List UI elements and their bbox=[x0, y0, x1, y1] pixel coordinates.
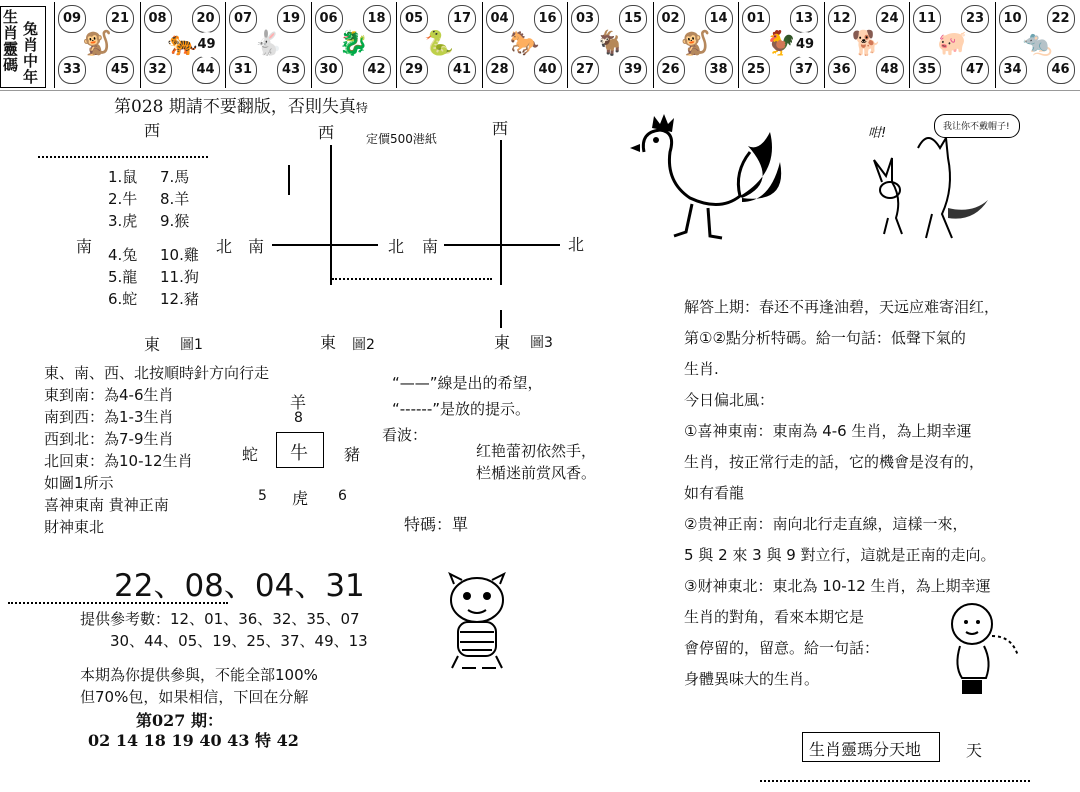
rat-icon: 🐀 bbox=[1022, 29, 1053, 57]
zodiac-number: 19 bbox=[277, 5, 305, 33]
title-char: 肖 bbox=[1, 25, 19, 40]
fig3-north: 北 bbox=[568, 235, 585, 254]
speech-text: 我让你不戴帽子! bbox=[943, 122, 1010, 132]
footer-tail: 天 bbox=[966, 741, 983, 760]
zodiac-number: 12 bbox=[828, 5, 856, 33]
rule-line: 東、南、西、北按順時針方向行走 bbox=[44, 364, 270, 382]
tiger-cartoon-icon bbox=[432, 572, 522, 670]
zodiac-list-item: 6.蛇 bbox=[108, 290, 138, 308]
zodiac-number: 34 bbox=[999, 56, 1027, 84]
zodiac-number: 24 bbox=[876, 5, 904, 33]
zodiac-number: 26 bbox=[657, 56, 685, 84]
zodiac-number: 28 bbox=[486, 56, 514, 84]
fig1-east: 東 bbox=[144, 335, 161, 354]
zodiac-number: 33 bbox=[58, 56, 86, 84]
poem-line2: 栏楯迷前赏风香。 bbox=[476, 464, 597, 482]
zodiac-number: 38 bbox=[705, 56, 733, 84]
answer-line: 解答上期：春还不再逢油碧，天远应难寄泪红， bbox=[684, 298, 1000, 316]
prev-result: 02 14 18 19 40 43 特 42 bbox=[88, 731, 299, 750]
zodiac-number: 04 bbox=[486, 5, 514, 33]
zodiac-number: 18 bbox=[363, 5, 391, 33]
rule-line: 南到西：為1-3生肖 bbox=[44, 408, 174, 426]
answer-line: 5 與 2 來 3 與 9 對立行，這就是正南的走向。 bbox=[684, 546, 996, 564]
zodiac-number: 13 bbox=[790, 5, 818, 33]
footer-box bbox=[802, 732, 940, 762]
zodiac-cell bbox=[567, 2, 650, 88]
grid-top-num: 8 bbox=[294, 410, 303, 426]
zodiac-list-item: 9.猴 bbox=[160, 212, 190, 230]
zodiac-list-item: 7.馬 bbox=[160, 168, 190, 186]
zodiac-number: 43 bbox=[277, 56, 305, 84]
zodiac-number: 03 bbox=[571, 5, 599, 33]
zodiac-number: 36 bbox=[828, 56, 856, 84]
rule-line: 如圖1所示 bbox=[44, 474, 114, 492]
zodiac-number: 20 bbox=[192, 5, 220, 33]
title-char: 生 bbox=[1, 9, 19, 24]
grid-right: 豬 bbox=[344, 445, 361, 464]
legend-line1: “——”線是出的希望， bbox=[392, 374, 543, 392]
kanbo-label: 看波： bbox=[382, 426, 428, 444]
fig3-east: 東 bbox=[494, 333, 511, 352]
zodiac-cell bbox=[225, 2, 308, 88]
exclaim-text: 咁! bbox=[868, 126, 887, 141]
zodiac-cell bbox=[824, 2, 907, 88]
tiger-icon: 🐅 bbox=[167, 29, 198, 57]
zodiac-list-item: 11.狗 bbox=[160, 268, 199, 286]
answer-line: ②贵神正南：南向北行走直線，這樣一來， bbox=[684, 515, 968, 533]
rule-line: 財神東北 bbox=[44, 518, 105, 536]
speech-bubble bbox=[934, 114, 1020, 138]
answer-line: 今日偏北風： bbox=[684, 391, 775, 409]
zodiac-number: 49 bbox=[194, 32, 220, 58]
zodiac-list-item: 4.兔 bbox=[108, 246, 138, 264]
answer-line: 生肖的對角，看來本期它是 bbox=[684, 608, 865, 626]
zodiac-number: 30 bbox=[315, 56, 343, 84]
prev-issue: 第027 期： bbox=[136, 711, 223, 730]
zodiac-number: 22 bbox=[1047, 5, 1075, 33]
goat-icon: 🐐 bbox=[595, 29, 625, 57]
fig1-north: 北 bbox=[216, 237, 233, 256]
answer-line: 生肖，按正常行走的話，它的機會是沒有的， bbox=[684, 453, 985, 471]
price-label: 定價500港紙 bbox=[366, 132, 437, 146]
rule-line: 東到南：為4-6生肖 bbox=[44, 386, 174, 404]
rule-line: 喜神東南 貴神正南 bbox=[44, 496, 169, 514]
zodiac-list-item: 10.雞 bbox=[160, 246, 199, 264]
zodiac-number: 16 bbox=[534, 5, 562, 33]
zodiac-number: 44 bbox=[192, 56, 220, 84]
answer-line: 身體異味大的生肖。 bbox=[684, 670, 820, 688]
answer-line: 會停留的，留意。給一句話： bbox=[684, 639, 880, 657]
zodiac-list-item: 12.豬 bbox=[160, 290, 199, 308]
zodiac-number: 06 bbox=[315, 5, 343, 33]
fig2-south: 南 bbox=[248, 237, 265, 256]
zodiac-number: 32 bbox=[144, 56, 172, 84]
zodiac-cell bbox=[54, 2, 137, 88]
rule-line: 北回東：為10-12生肖 bbox=[44, 452, 193, 470]
monkey-icon: 🐒 bbox=[680, 29, 711, 57]
zodiac-number: 05 bbox=[400, 5, 428, 33]
grid-center: 牛 bbox=[290, 443, 308, 464]
grid-top: 羊 bbox=[290, 393, 307, 412]
issue-line bbox=[114, 92, 368, 117]
zodiac-number: 49 bbox=[792, 32, 818, 58]
grid-left: 蛇 bbox=[242, 445, 259, 464]
zodiac-number: 45 bbox=[106, 56, 134, 84]
monkey-icon: 🐒 bbox=[82, 29, 112, 57]
zodiac-number: 39 bbox=[619, 56, 647, 84]
fig2-label: 圖2 bbox=[352, 337, 375, 353]
zodiac-number: 21 bbox=[106, 5, 134, 33]
zodiac-list-item: 5.龍 bbox=[108, 268, 138, 286]
zodiac-list-item: 2.牛 bbox=[108, 190, 138, 208]
zodiac-number: 14 bbox=[705, 5, 733, 33]
zodiac-number: 07 bbox=[229, 5, 257, 33]
zodiac-number: 02 bbox=[657, 5, 685, 33]
legend-line2: “------”是放的提示。 bbox=[392, 400, 531, 418]
issue-text: 第028 期請不要翻版，否則失真 bbox=[114, 97, 356, 117]
grid-bottom: 虎 bbox=[292, 489, 309, 508]
fig3-south: 南 bbox=[422, 237, 439, 256]
zodiac-header bbox=[0, 0, 1080, 90]
zodiac-number: 25 bbox=[742, 56, 770, 84]
fig2-north: 北 bbox=[388, 237, 405, 256]
zodiac-list-item: 8.羊 bbox=[160, 190, 190, 208]
grid-center-box bbox=[276, 432, 324, 468]
zodiac-number: 48 bbox=[876, 56, 904, 84]
zodiac-cell bbox=[995, 2, 1078, 88]
zodiac-number: 40 bbox=[534, 56, 562, 84]
answer-line: ①喜神東南：東南為 4-6 生肖，為上期幸運 bbox=[684, 422, 972, 440]
fig2-west: 西 bbox=[318, 123, 335, 142]
tema-label: 特碼：單 bbox=[404, 515, 469, 534]
zodiac-number: 37 bbox=[790, 56, 818, 84]
rule-line: 西到北：為7-9生肖 bbox=[44, 430, 174, 448]
pig-icon: 🐖 bbox=[937, 29, 967, 57]
zodiac-cell bbox=[738, 2, 821, 88]
rooster-icon: 🐓 bbox=[766, 29, 796, 57]
zodiac-number: 10 bbox=[999, 5, 1027, 33]
zodiac-list-item: 3.虎 bbox=[108, 212, 138, 230]
title-char: 兔 bbox=[21, 21, 39, 36]
dragon-icon: 🐉 bbox=[338, 29, 369, 57]
title-char: 年 bbox=[21, 69, 39, 84]
monkey-cartoon-icon bbox=[934, 596, 1026, 700]
answer-line: 如有看龍 bbox=[684, 484, 745, 502]
horse-icon: 🐎 bbox=[509, 29, 540, 57]
zodiac-number: 27 bbox=[571, 56, 599, 84]
zodiac-number: 47 bbox=[961, 56, 989, 84]
zodiac-cell bbox=[653, 2, 736, 88]
big-numbers: 22、08、04、31 bbox=[114, 568, 365, 604]
fig3-label: 圖3 bbox=[530, 335, 553, 351]
title-char: 碼 bbox=[1, 57, 19, 72]
fig2-east: 東 bbox=[320, 333, 337, 352]
footer-box-text: 生肖靈瑪分天地 bbox=[809, 740, 922, 759]
grid-bl: 5 bbox=[258, 488, 267, 504]
zodiac-number: 01 bbox=[742, 5, 770, 33]
zodiac-cell bbox=[482, 2, 565, 88]
issue-tail: 特 bbox=[355, 101, 368, 115]
zodiac-number: 11 bbox=[913, 5, 941, 33]
zodiac-number: 09 bbox=[58, 5, 86, 33]
grid-br: 6 bbox=[338, 488, 347, 504]
zodiac-cell bbox=[396, 2, 479, 88]
zodiac-number: 29 bbox=[400, 56, 428, 84]
answer-line: 第①②點分析特碼。給一句話：低聲下氣的 bbox=[684, 329, 966, 347]
ref-label bbox=[80, 608, 360, 629]
note2: 但70%包，如果相信，下回在分解 bbox=[80, 688, 309, 706]
answer-line: 生肖. bbox=[684, 360, 719, 378]
zodiac-number: 46 bbox=[1047, 56, 1075, 84]
zodiac-number: 08 bbox=[144, 5, 172, 33]
zodiac-number: 15 bbox=[619, 5, 647, 33]
title-char: 中 bbox=[21, 53, 39, 68]
ref-row2: 30、44、05、19、25、37、49、13 bbox=[110, 632, 368, 650]
snake-icon: 🐍 bbox=[424, 29, 454, 57]
fig1-west: 西 bbox=[144, 121, 161, 140]
note1: 本期為你提供參與，不能全部100% bbox=[80, 666, 318, 684]
dog-icon: 🐕 bbox=[851, 29, 882, 57]
poem-line1: 红艳蕾初依然手， bbox=[476, 442, 597, 460]
zodiac-number: 35 bbox=[913, 56, 941, 84]
zodiac-number: 31 bbox=[229, 56, 257, 84]
rabbit-icon: 🐇 bbox=[253, 29, 283, 57]
zodiac-number: 23 bbox=[961, 5, 989, 33]
fig3-west: 西 bbox=[492, 119, 509, 138]
zodiac-cell bbox=[311, 2, 394, 88]
fig1-south: 南 bbox=[76, 237, 93, 256]
rooster-icon bbox=[630, 112, 790, 244]
answer-line: ③财神東北：東北為 10-12 生肖，為上期幸運 bbox=[684, 577, 991, 595]
ref-label-text: 提供參考數： bbox=[80, 610, 171, 628]
zodiac-number: 41 bbox=[448, 56, 476, 84]
zodiac-cell bbox=[140, 2, 223, 88]
header-title bbox=[0, 6, 46, 88]
ref-row1: 12、01、36、32、35、07 bbox=[170, 610, 360, 628]
zodiac-number: 17 bbox=[448, 5, 476, 33]
fig1-label: 圖1 bbox=[180, 337, 203, 353]
zodiac-number: 42 bbox=[363, 56, 391, 84]
zodiac-list-item: 1.鼠 bbox=[108, 168, 138, 186]
title-char: 肖 bbox=[21, 37, 39, 52]
zodiac-cell bbox=[909, 2, 992, 88]
title-char: 靈 bbox=[1, 41, 19, 56]
